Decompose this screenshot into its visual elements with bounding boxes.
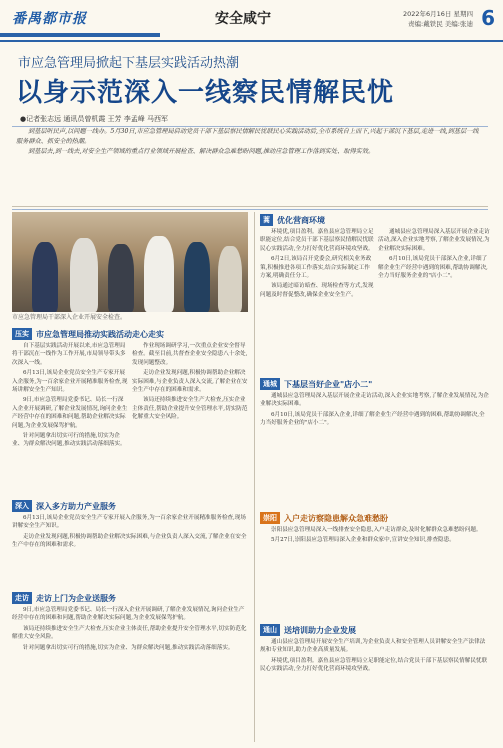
article-photo xyxy=(12,212,248,312)
section-heading xyxy=(260,378,372,390)
article-headline: 以身示范深入一线察民情解民忧 xyxy=(16,78,395,108)
masthead-accent-bar xyxy=(0,33,160,37)
section-title: 下基层当好企业"店小二" xyxy=(284,379,373,389)
paragraph: 通城县应急管理局深入基层开展企业走访活动,深入企业实地考察,了解企业发展情况,为企业解决实际困难。 xyxy=(260,393,489,408)
paragraph: 走访企业发现问题,积极协调帮助企业解决实际困难,与企业负责人深入交流,了解企业在安全生产中存在的困难和需求。 xyxy=(132,370,248,394)
lead-paragraph: 到基层去,到一线去,对安全生产领域的重点行业领域开展检查、解决群众急难愁盼问题,推动应急管理工作落到实处、取得实效。 xyxy=(28,148,375,155)
page-number: 6 xyxy=(481,6,495,30)
lead-paragraphs xyxy=(12,126,488,210)
paragraph: 通山县应急管理局开展安全生产培训,为企业负责人和安全管理人员讲解安全生产法律法规和专业知识,助力企业高质量发展。 xyxy=(260,639,486,654)
text-column xyxy=(12,514,250,584)
paragraph: 6月10日,该局党员干部深入企业,详细了解企业生产经营中遇到的困难,帮助协调解决,全力当好服务企业的"店小二"。 xyxy=(378,256,488,280)
text-column xyxy=(260,526,490,616)
newspaper-logo: 番禺都市报 xyxy=(12,11,87,27)
paragraph: 自下基层实践活动开展以来,市应急管理局将干部沉在一线作为工作开展,市局领导带头多次深入一线。 xyxy=(12,343,126,366)
masthead xyxy=(0,0,503,42)
article-kicker: 市应急管理局掀起下基层实践活动热潮 xyxy=(18,56,240,71)
text-column xyxy=(132,342,250,492)
paragraph: 6月13日,该局企业党员安全生产专家开展入企服务,为一百余家企业开展精准服务检查,现场讲解安全生产知识。 xyxy=(12,370,128,394)
section-title: 深入多方助力产业服务 xyxy=(36,501,116,511)
paragraph: 6月2日,该局召开党委会,研究相关业务政策,积极推进各项工作落实,结合实际制定工作方案,明确责任分工。 xyxy=(260,256,372,280)
section-title: 优化营商环境 xyxy=(277,215,325,225)
paragraph: 该局还持续推进安全生产大检查,压实企业主体责任,帮助企业提升安全管理水平,切实防范化解重大安全风险。 xyxy=(132,397,248,421)
section-title: 市应急管理局推动实践活动走心走实 xyxy=(36,329,164,339)
section-tag: 深入 xyxy=(12,500,32,512)
section-heading xyxy=(260,512,388,524)
section-tag: 蒿 xyxy=(260,214,273,226)
text-column xyxy=(260,228,374,368)
text-column xyxy=(260,638,490,744)
issue-date: 2022年6月16日 星期四 xyxy=(402,10,473,18)
text-column xyxy=(12,606,250,744)
paragraph: 该局还持续推进安全生产大检查,压实企业主体责任,帮助企业提升安全管理水平,切实防范化解重大安全风险。 xyxy=(12,625,247,641)
paragraph: 9日,市应急管理局党委书记、局长一行深入企业开展调研,了解企业发展情况,询问企业生产经营中存在的困难和问题,帮助企业解决实际问题,为企业发展保驾护航。 xyxy=(12,397,128,429)
section-title: 入户走访察隐患解众急难愁盼 xyxy=(284,513,388,523)
paragraph: 6月13日,该局企业党员安全生产专家开展入企服务,为一百余家企业开展精准服务检查,现场讲解安全生产知识。 xyxy=(12,515,246,530)
section-tag: 通城 xyxy=(260,378,280,390)
section-heading xyxy=(12,328,164,340)
section-heading xyxy=(260,624,356,636)
column-divider xyxy=(254,212,255,742)
section-tag: 走访 xyxy=(12,592,32,604)
photo-caption: 市应急管理局干部深入企业开展安全检查。 xyxy=(12,314,127,321)
paragraph: 崇阳县应急管理局深入一线排查安全隐患,入户走访群众,及时化解群众急难愁盼问题。 xyxy=(271,527,482,533)
section-tag: 压实 xyxy=(12,328,32,340)
paragraph: 通城县应急管理局深入基层开展企业走访活动,深入企业实地考察,了解企业发展情况,为企业解决实际困难。 xyxy=(378,229,490,252)
section-heading xyxy=(12,500,116,512)
paragraph: 走访企业发现问题,积极协调帮助企业解决实际困难,与企业负责人深入交流,了解企业在安全生产中存在的困难和需求。 xyxy=(12,533,247,549)
paragraph: 环境优,项目盈利。嘉鱼县应急管理局立足职能定位,结合党员干部下基层察民情解民忧联民心实践活动,全力打好优化营商环境攻坚战。 xyxy=(260,229,374,252)
article-byline: ●记者张志远 通讯员曾机霞 王芳 李孟峰 马西军 xyxy=(20,115,169,123)
paragraph: 环境优,项目盈利。嘉鱼县应急管理局立足职能定位,结合党员干部下基层察民情解民忧联民心实践活动,全力打好优化营商环境攻坚战。 xyxy=(260,657,488,673)
paragraph: 作业现场调研学习,一次重点企业安全督导检查。截至目前,共督查企业安全隐患八十余处,发现问题整改。 xyxy=(132,343,248,366)
paragraph: 该局通过暗访暗查、现场检查等方式,发现问题及时督促整改,确保企业安全生产。 xyxy=(260,283,374,298)
section-tag: 通山 xyxy=(260,624,280,636)
paragraph: 6月10日,该局党员干部深入企业,详细了解企业生产经营中遇到的困难,帮助协调解决,全力当好服务企业的"店小二"。 xyxy=(260,411,485,427)
issue-editors: 责编:戴铁民 美编:张迪 xyxy=(408,20,473,28)
section-heading xyxy=(12,592,116,604)
text-column xyxy=(378,228,490,368)
section-heading xyxy=(260,214,325,226)
section-tag: 崇阳 xyxy=(260,512,280,524)
paragraph: 针对问题拿出切实可行的措施,切实为企业、为群众解决问题,推动实践活动落细落实。 xyxy=(12,433,126,448)
text-column xyxy=(12,342,128,492)
section-title: 安全咸宁 xyxy=(215,11,271,27)
section-title: 送培训助力企业发展 xyxy=(284,625,356,635)
text-column xyxy=(260,392,490,504)
paragraph: 针对问题拿出切实可行的措施,切实为企业、为群众解决问题,推动实践活动落细落实。 xyxy=(23,644,234,651)
lead-paragraph: 到基层听民声,以问题一线办。5月30日,市应急管理局启动党员干部下基层察民情解民忧联民心实践活动后,全市系统自上而下,兴起干部沉下基层,走进一线,到基层一线服务群众、抓安全的热潮。 xyxy=(16,128,479,145)
section-title: 走访上门为企业送服务 xyxy=(36,593,116,603)
paragraph: 5月27日,崇阳县应急管理局深入企业和群众家中,宣讲安全知识,排查隐患。 xyxy=(271,537,455,544)
paragraph: 9日,市应急管理局党委书记、局长一行深入企业开展调研,了解企业发展情况,询问企业生产经营中存在的困难和问题,帮助企业解决实际问题,为企业发展保驾护航。 xyxy=(12,607,245,622)
divider xyxy=(12,206,488,207)
